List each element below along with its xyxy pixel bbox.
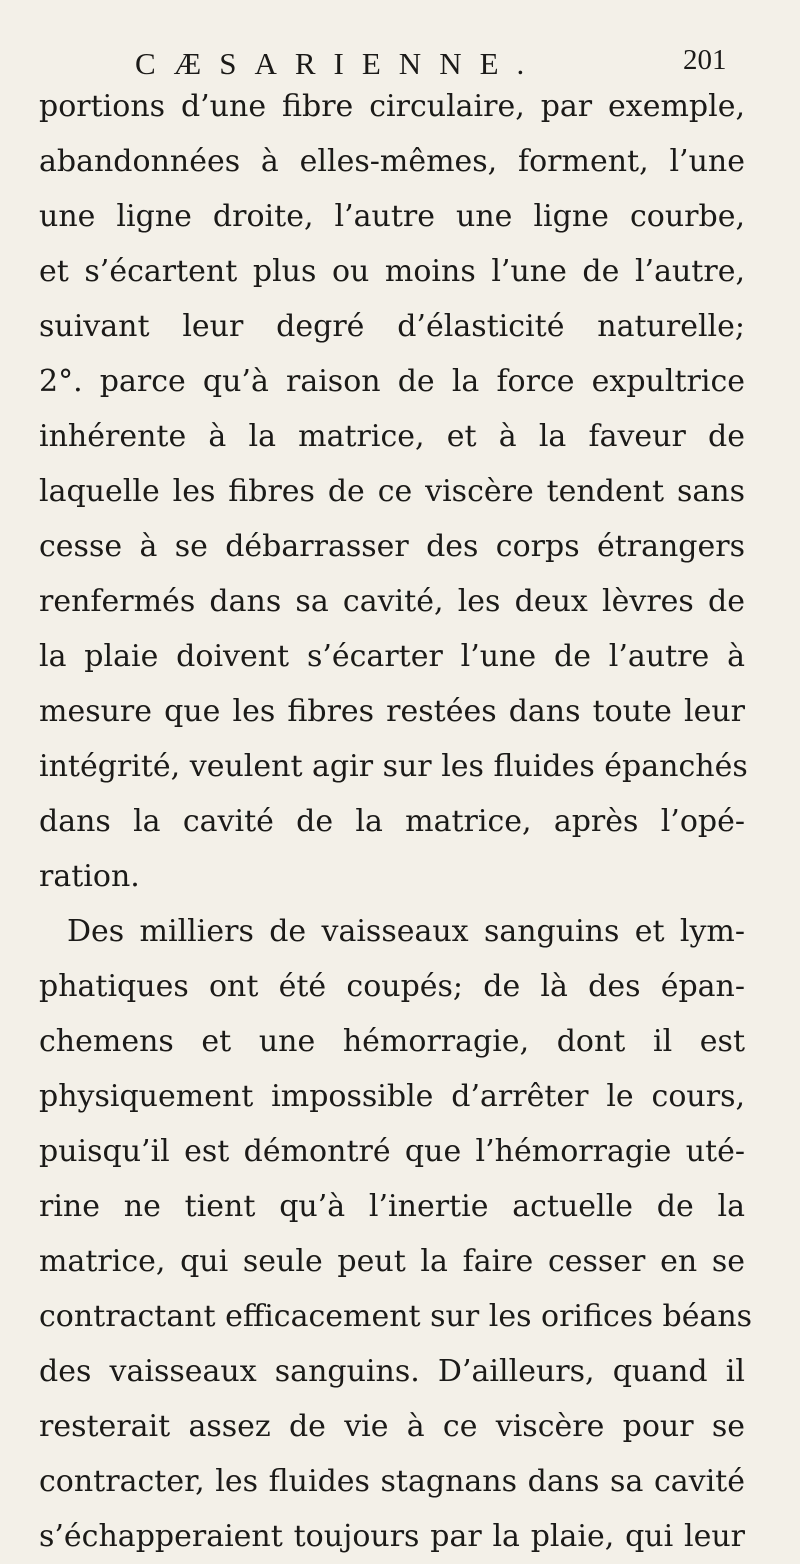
text-line: renfermés dans sa cavité, les deux lèvres de [39, 584, 745, 619]
text-line: contractant efficacement sur les orifices béans [39, 1299, 753, 1334]
text-line: et s’écartent plus ou moins l’une de l’autre, [39, 254, 745, 289]
text-line: abandonnées à elles-mêmes, forment, l’une [39, 144, 745, 179]
text-line: contracter, les fluides stagnans dans sa cavité [39, 1464, 745, 1499]
text-line: portions d’une fibre circulaire, par exemple, [39, 89, 745, 124]
text-line: dans la cavité de la matrice, après l’opé- [39, 804, 745, 839]
text-line: rine ne tient qu’à l’inertie actuelle de la [39, 1189, 745, 1224]
text-line: ration. [39, 859, 140, 894]
text-line: puisqu’il est démontré que l’hémorragie uté- [39, 1134, 745, 1169]
text-line: une ligne droite, l’autre une ligne courbe, [39, 199, 745, 234]
text-line: chemens et une hémorragie, dont il est [39, 1024, 745, 1059]
text-line: laquelle les fibres de ce viscère tendent sans [39, 474, 745, 509]
paragraph-start-line: Des milliers de vaisseaux sanguins et lym- [67, 914, 745, 949]
body-text [39, 79, 753, 1564]
text-line: intégrité, veulent agir sur les fluides épanchés [39, 749, 748, 784]
text-line: des vaisseaux sanguins. D’ailleurs, quand il [39, 1354, 745, 1389]
text-line: suivant leur degré d’élasticité naturelle; [39, 309, 745, 344]
text-line: phatiques ont été coupés; de là des épan- [39, 969, 745, 1004]
running-title: CÆSARIENNE. [135, 46, 543, 81]
text-line: s’échapperaient toujours par la plaie, qui leur [39, 1519, 745, 1554]
text-line: 2°. parce qu’à raison de la force expultrice [39, 364, 745, 399]
text-line: physiquement impossible d’arrêter le cours, [39, 1079, 745, 1114]
text-line: la plaie doivent s’écarter l’une de l’autre à [39, 639, 745, 674]
text-line: matrice, qui seule peut la faire cesser en se [39, 1244, 745, 1279]
text-line: inhérente à la matrice, et à la faveur de [39, 419, 745, 454]
text-line: mesure que les fibres restées dans toute leur [39, 694, 745, 729]
text-line: resterait assez de vie à ce viscère pour se [39, 1409, 745, 1444]
page-number: 201 [683, 44, 727, 76]
text-line: cesse à se débarrasser des corps étrangers [39, 529, 745, 564]
